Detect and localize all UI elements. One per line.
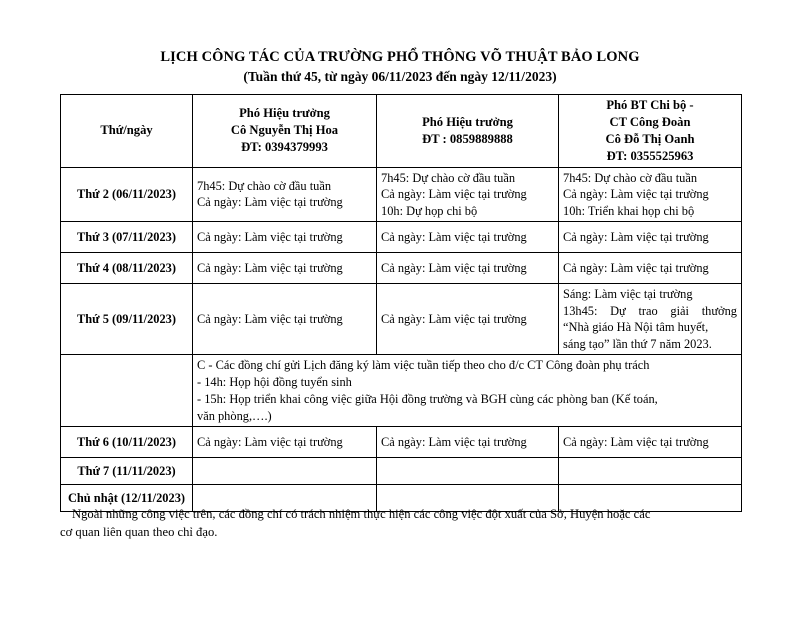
task-cell-empty [193, 458, 377, 485]
day-label: Thứ 3 (07/11/2023) [61, 222, 193, 253]
task-line: Cả ngày: Làm việc tại trường [197, 311, 343, 326]
header-name: Cô Đỗ Thị Oanh [605, 131, 695, 146]
footer-line: cơ quan liên quan theo chỉ đạo. [60, 525, 218, 540]
task-cell [377, 253, 559, 284]
task-line: Cả ngày: Làm việc tại trường [381, 260, 527, 275]
task-line: Cả ngày: Làm việc tại trường [381, 435, 527, 450]
table-row [61, 427, 742, 458]
day-label: Chủ nhật (12/11/2023) [61, 485, 193, 512]
day-label: Thứ 4 (08/11/2023) [61, 253, 193, 284]
header-phone: ĐT: 0355525963 [606, 148, 694, 163]
table-row [61, 222, 742, 253]
task-cell [193, 253, 377, 284]
table-row [61, 167, 742, 222]
task-line: 7h45: Dự chào cờ đầu tuần [563, 170, 698, 185]
day-label: Thứ 7 (11/11/2023) [61, 458, 193, 485]
task-line: 13h45: Dự trao giải thưởng [563, 303, 737, 318]
task-line: 7h45: Dự chào cờ đầu tuần [381, 170, 516, 185]
day-label: Thứ 2 (06/11/2023) [61, 167, 193, 222]
task-cell [193, 427, 377, 458]
task-line: Cả ngày: Làm việc tại trường [563, 435, 709, 450]
task-line: 10h: Triển khai họp chi bộ [563, 203, 695, 218]
footer-note [60, 505, 750, 542]
footer-line: Ngoài những công việc trên, các đồng chí có trách nhiệm thực hiện các công việc đột xuất của Sở, Huyện hoặc các [72, 507, 651, 521]
task-line: Sáng: Làm việc tại trường [563, 287, 693, 301]
task-line: Cả ngày: Làm việc tại trường [381, 311, 527, 326]
header-cell-vice-principal [377, 95, 559, 168]
schedule-table-wrapper [60, 94, 741, 512]
header-role-line2: CT Công Đoàn [609, 114, 691, 129]
task-line: Cả ngày: Làm việc tại trường [197, 229, 343, 244]
task-line: 7h45: Dự chào cờ đầu tuần [197, 178, 332, 193]
document-title: LỊCH CÔNG TÁC CỦA TRƯỜNG PHỔ THÔNG VÕ THUẬT BẢO LONG [160, 49, 640, 65]
task-cell [559, 222, 742, 253]
task-line: Cả ngày: Làm việc tại trường [197, 195, 343, 210]
task-line: “Nhà giáo Hà Nội tâm huyết, [563, 320, 709, 334]
task-line: Cả ngày: Làm việc tại trường [563, 187, 709, 201]
task-line: Cả ngày: Làm việc tại trường [381, 229, 527, 244]
table-row-merged-note [61, 355, 742, 427]
header-phone: ĐT: 0394379993 [241, 140, 328, 155]
task-cell [193, 284, 377, 355]
note-line: - 15h: Họp triển khai công việc giữa Hội đồng trường và BGH cùng các phòng ban (Kế toán, [197, 391, 658, 406]
day-label: Thứ 6 (10/11/2023) [61, 427, 193, 458]
schedule-table [60, 94, 742, 512]
task-cell [559, 427, 742, 458]
header-phone: ĐT : 0859889888 [422, 131, 513, 146]
header-cell-vice-principal-hoa [193, 95, 377, 168]
table-row [61, 284, 742, 355]
header-cell-day: Thứ/ngày [61, 95, 193, 168]
table-row [61, 458, 742, 485]
task-cell [377, 167, 559, 222]
header-role-line1: Phó BT Chi bộ - [606, 98, 694, 112]
day-label: Thứ 5 (09/11/2023) [61, 284, 193, 355]
title-block [0, 48, 800, 86]
task-cell [193, 222, 377, 253]
task-cell [193, 167, 377, 222]
task-line: Cả ngày: Làm việc tại trường [197, 260, 343, 275]
task-cell-empty [377, 458, 559, 485]
header-role: Phó Hiệu trưởng [422, 114, 513, 129]
task-cell [559, 167, 742, 222]
task-cell [377, 284, 559, 355]
task-line: sáng tạo” lần thứ 7 năm 2023. [563, 336, 712, 351]
task-cell [559, 253, 742, 284]
task-line: Cả ngày: Làm việc tại trường [563, 229, 709, 244]
task-line: Cả ngày: Làm việc tại trường [381, 187, 527, 201]
note-line: C - Các đồng chí gửi Lịch đăng ký làm việc tuần tiếp theo cho đ/c CT Công đoàn phụ trách [197, 358, 650, 372]
header-cell-party-union-oanh [559, 95, 742, 168]
task-line: Cả ngày: Làm việc tại trường [197, 435, 343, 450]
table-header-row [61, 95, 742, 168]
merged-note-cell [193, 355, 742, 427]
header-role: Phó Hiệu trưởng [239, 106, 330, 121]
document-subtitle: (Tuần thứ 45, từ ngày 06/11/2023 đến ngày 12/11/2023) [243, 69, 557, 85]
note-line: văn phòng,….) [197, 408, 272, 423]
task-line: 10h: Dự họp chi bộ [381, 203, 478, 218]
empty-day-cell [61, 355, 193, 427]
note-line: - 14h: Họp hội đồng tuyển sinh [197, 374, 352, 389]
task-cell [559, 284, 742, 355]
header-name: Cô Nguyễn Thị Hoa [230, 123, 339, 138]
task-cell-empty [559, 458, 742, 485]
table-row [61, 253, 742, 284]
task-cell [377, 222, 559, 253]
task-line: Cả ngày: Làm việc tại trường [563, 260, 709, 275]
task-cell [377, 427, 559, 458]
